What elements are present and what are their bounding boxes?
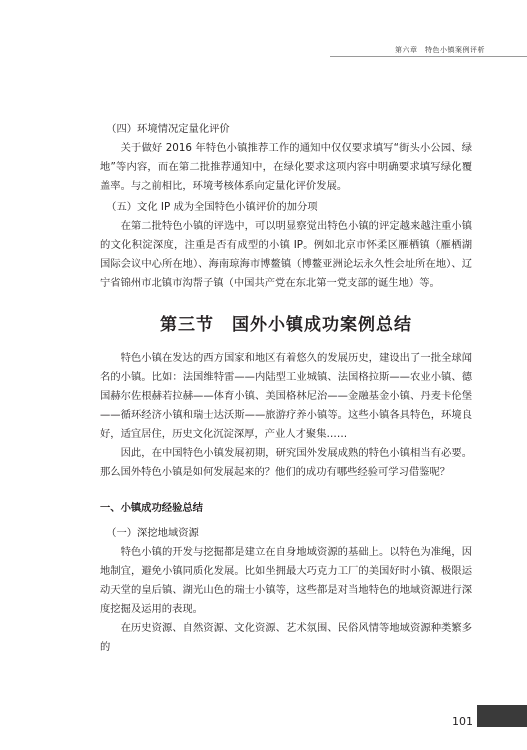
running-header: 第六章 特色小镇案例评析 [395,46,485,54]
paragraph-final: 在历史资源、自然资源、文化资源、艺术氛围、民俗风情等地域资源种类繁多的 [100,622,472,653]
paragraph-intro-2: 因此，在中国特色小镇发展初期，研究国外发展成熟的特色小镇相当有必要。那么国外特色小镇是如何发展起来的？他们的成功有哪些经验可学习借鉴呢？ [100,447,472,478]
header-rule [330,56,527,57]
paragraph-environment: 关于做好 2016 年特色小镇推荐工作的通知中仅仅要求填写“街头小公园、绿地”等内容，而在第二批推荐通知中，在绿化要求这项内容中明确要求填写绿化覆盖率。与之前相比，环境考核体系向定量化评价发展。 [100,142,472,192]
paragraph-culture-ip: 在第二批特色小镇的评选中，可以明显察觉出特色小镇的评定越来越注重小镇的文化积淀深度，注重是否有成型的小镇 IP。例如北京市怀柔区雁栖镇（雁栖湖国际会议中心所在地）、海南琼海市博鳌镇（博鳌亚洲论坛永久性会址所在地）、辽宁省锦州市北镇市沟帮子镇（中国共产党在东北第一党支部的诞生地）等。 [100,220,472,289]
heading-level-1: 一、小镇成功经验总结 [100,502,203,514]
page-number: 101 [452,715,473,728]
page-body [100,120,472,657]
subsection-heading-5: （五）文化 IP 成为全国特色小镇评价的加分项 [106,201,318,213]
paragraph-regional-resources: 特色小镇的开发与挖掘都是建立在自身地域资源的基础上。以特色为准绳，因地制宜，避免小镇同质化发展。比如坐拥最大巧克力工厂的美国好时小镇、极限运动天堂的皇后镇、湖光山色的瑞士小镇等，这些都是对当地特色的地域资源进行深度挖掘及运用的表现。 [100,546,472,615]
paragraph-intro-1: 特色小镇在发达的西方国家和地区有着悠久的发展历史，建设出了一批全球闻名的小镇。比如：法国维特雷——内陆型工业城镇、法国格拉斯——农业小镇、德国赫尔佐根赫若拉赫——体育小镇、美国格林尼治——金融基金小镇、丹麦卡伦堡——循环经济小镇和瑞士达沃斯——旅游疗养小镇等。这些小镇各具特色，环境良好，适宜居住，历史文化沉淀深厚，产业人才聚集…… [100,352,472,440]
subsection-heading-4: （四）环境情况定量化评价 [106,123,230,135]
page-number-bar [477,705,527,727]
section-title: 第三节 国外小镇成功案例总结 [160,315,412,335]
subsection-heading-1: （一）深挖地域资源 [106,527,199,539]
